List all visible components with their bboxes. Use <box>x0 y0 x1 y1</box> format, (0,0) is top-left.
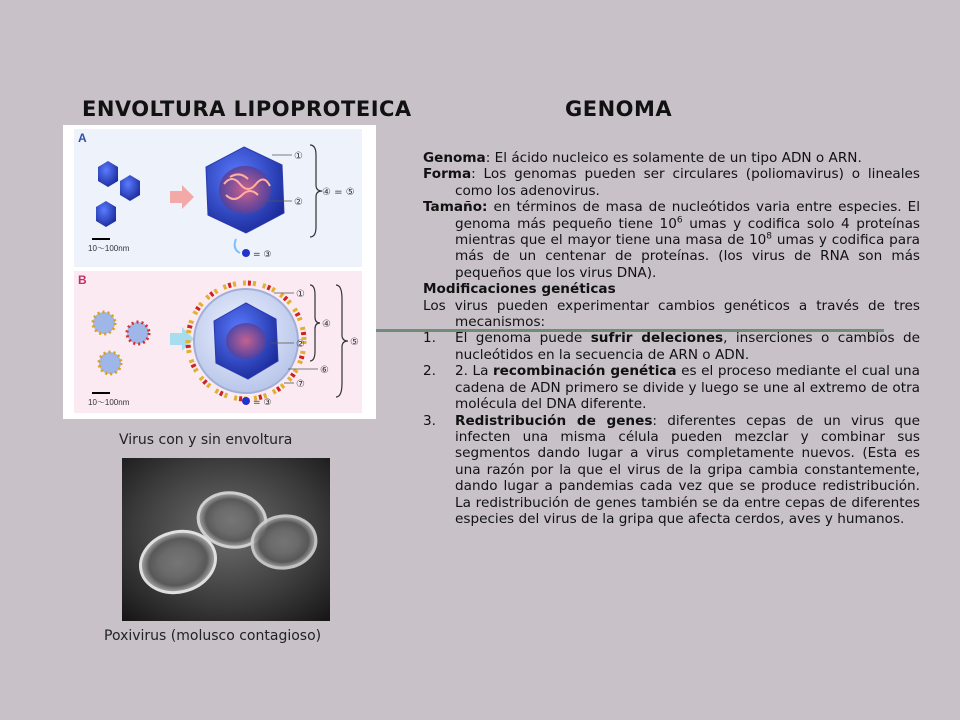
panel-a-eq: ④ = ⑤ <box>322 187 355 198</box>
panel-a-small-eq: = ③ <box>253 250 272 260</box>
list-item: 1. El genoma puede sufrir deleciones, inserciones o cambios de nucleótidos en la secuencia de ARN o ADN. <box>423 330 920 363</box>
caption-poxvirus: Poxivirus (molusco contagioso) <box>104 628 322 644</box>
small-enveloped-virion <box>99 352 121 374</box>
small-virion <box>96 201 116 227</box>
list-item: 3. Redistribución de genes: diferentes cepas de un virus que infecten una misma célula pueden mezclar y combinar sus segmentos dando lugar a virus completamente nuevos. (Esta es una razón por la que el virus de la gripa cambia constantemente, dando lugar a pandemias cada vez que se produce redistribución. La redistribución de genes también se da entre cepas de diferentes especies del virus de la gripa que afecta cerdos, aves y humanos. <box>423 412 920 527</box>
panel-b-enveloped-virus <box>74 271 362 413</box>
form-label: Forma <box>423 166 472 183</box>
title-genoma: GENOMA <box>565 97 673 121</box>
panel-b-label: B <box>78 273 87 287</box>
modifications-intro: Los virus pueden experimentar cambios genéticos a través de tres mecanismos: <box>423 297 920 331</box>
svg-text:④: ④ <box>322 319 331 330</box>
list-item: 2. 2. La recombinación genética es el proceso mediante el cual una cadena de ADN primero se divide y luego se une al extremo de otra molécula del DNA diferente. <box>423 363 920 413</box>
virus-structure-diagram <box>63 125 376 419</box>
caption-virus-envelope: Virus con y sin envoltura <box>119 432 293 448</box>
panel-a-label: A <box>78 131 87 145</box>
svg-text:⑦: ⑦ <box>296 379 305 390</box>
svg-text:⑤: ⑤ <box>350 337 359 348</box>
genome-text <box>423 150 920 527</box>
poxvirus-micrograph <box>122 458 330 621</box>
small-enveloped-virion <box>127 322 149 344</box>
genome-label: Genoma <box>423 150 486 166</box>
panel-b-scale: 10～100nm <box>88 398 130 407</box>
svg-text:①: ① <box>294 151 303 162</box>
svg-text:②: ② <box>294 197 303 208</box>
small-virion <box>98 161 118 187</box>
enveloped-virus-illustration <box>74 271 362 413</box>
naked-virus-illustration <box>74 129 362 267</box>
panel-a-naked-virus <box>74 129 362 267</box>
arrow-icon <box>170 185 194 209</box>
genome-paragraph: Genoma: El ácido nucleico es solamente de un tipo ADN o ARN. <box>423 150 862 166</box>
panel-a-scale: 10～100nm <box>88 244 130 253</box>
size-paragraph: Tamaño: en términos de masa de nucleótidos varia entre especies. El genoma más pequeño tiene $10^6$ umas y codifica solo 4 proteínas mientras que el mayor tiene una masa de $10^8$ umas y codifica para más de un centenar de proteínas. (los virus de RNA son más pequeños que los virus DNA). <box>423 199 920 281</box>
svg-text:⑥: ⑥ <box>320 365 329 376</box>
svg-text:②: ② <box>296 339 305 350</box>
small-virion <box>120 175 140 201</box>
size-label: Tamaño: <box>423 199 488 216</box>
form-paragraph: Forma: Los genomas pueden ser circulares (poliomavirus) o lineales como los adenovirus. <box>423 166 920 199</box>
modifications-heading: Modificaciones genéticas <box>423 281 616 298</box>
small-enveloped-virion <box>93 312 115 334</box>
title-envoltura: ENVOLTURA LIPOPROTEICA <box>82 97 412 121</box>
svg-text:①: ① <box>296 289 305 300</box>
panel-b-small-eq: = ③ <box>253 398 272 408</box>
